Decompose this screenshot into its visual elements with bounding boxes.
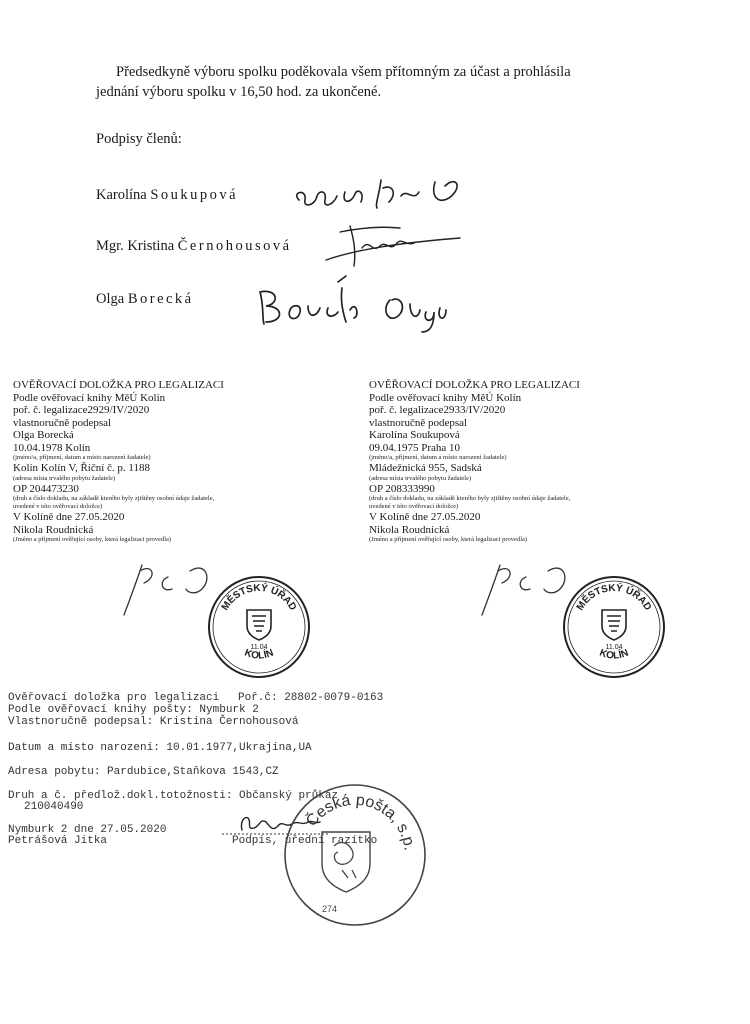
postal-book: Podle ověřovací knihy pošty: Nymburk 2: [8, 704, 259, 716]
stamp-code: 11.04: [605, 644, 623, 651]
coat-of-arms-icon: [247, 610, 271, 640]
clause-title: OVĚŘOVACÍ DOLOŽKA PRO LEGALIZACI: [13, 379, 224, 391]
clause-signed: vlastnoručně podepsal: [13, 416, 112, 429]
closing-line-2: jednání výboru spolku v 16,50 hod. za ukončené.: [96, 84, 382, 100]
legalization-clause-right: [369, 379, 699, 544]
clause-book: Podle ověřovací knihy MěÚ Kolín: [13, 391, 166, 404]
city-office-stamp-right: [561, 574, 667, 680]
signature-soukupova: [285, 172, 475, 222]
clause-note-officer: (Jméno a příjmení ověřující osoby, která legalizaci provedla): [369, 536, 528, 543]
clause-signed: vlastnoručně podepsal: [369, 416, 468, 429]
clause-birth: 09.04.1975 Praha 10: [369, 441, 461, 454]
clause-number: poř. č. legalizace2929/IV/2020: [13, 404, 150, 416]
clause-number: poř. č. legalizace2933/IV/2020: [369, 404, 506, 416]
clause-officer: Nikola Roudnická: [369, 523, 450, 536]
postal-document-label: Druh a č. předlož.dokl.totožnosti: Občanský průkaz: [8, 790, 339, 802]
postal-stamp: [282, 782, 428, 928]
closing-paragraph: [96, 62, 656, 102]
city-office-stamp-left: [206, 574, 312, 680]
signature-borecka: [250, 270, 450, 340]
clause-name: Karolína Soukupová: [369, 429, 460, 441]
clause-place-date: V Kolíně dne 27.05.2020: [13, 511, 125, 523]
postal-officer: Petrášová Jitka: [8, 835, 108, 847]
clause-note-document: (druh a číslo dokladu, na základě kterého byly zjištěny osobní údaje žadatele,: [13, 495, 215, 502]
member-last-name: Borecká: [127, 291, 194, 307]
signature-cernohousova: [320, 218, 470, 278]
member-last-name: Soukupová: [150, 187, 239, 203]
clause-officer: Nikola Roudnická: [13, 523, 94, 536]
postal-birth: Datum a místo narození: 10.01.1977,Ukrajina,UA: [8, 742, 312, 754]
postal-stamp-code: 274: [322, 904, 338, 914]
coat-of-arms-icon: [602, 610, 626, 640]
clause-note-document: (druh a číslo dokladu, na základě kterého byly zjištěny osobní údaje žadatele,: [369, 495, 571, 502]
postal-signed: Vlastnoručně podepsal: Kristina Černohousová: [8, 716, 299, 728]
clause-birth: 10.04.1978 Kolín: [13, 441, 91, 454]
member-cernohousova: [96, 238, 292, 255]
postal-place-date: Nymburk 2 dne 27.05.2020: [8, 824, 167, 836]
postal-stamp-text: Česká pošta, s.p.: [303, 791, 418, 852]
member-last-name: Černohousová: [177, 238, 292, 254]
clause-note-name: (jméno/a, příjmení, datum a místo narození žadatele): [369, 454, 507, 461]
clause-document: OP 208333990: [369, 482, 435, 495]
stamp-top-text: MĚSTSKÝ ÚŘAD: [574, 582, 654, 613]
postal-document-number: 210040490: [24, 801, 84, 813]
postal-address: Adresa pobytu: Pardubice,Staňkova 1543,CZ: [8, 766, 279, 778]
clause-address: Mládežnická 955, Sadská: [369, 462, 482, 474]
member-first-name: Mgr. Kristina: [96, 238, 175, 254]
legalization-clause-left: [13, 379, 343, 544]
clause-place-date: V Kolíně dne 27.05.2020: [369, 511, 481, 523]
clause-note-name: (jméno/a, příjmení, datum a místo narození žadatele): [13, 454, 151, 461]
member-borecka: [96, 291, 194, 308]
clause-note-officer: (Jméno a příjmení ověřující osoby, která legalizaci provedla): [13, 536, 172, 543]
clause-book: Podle ověřovací knihy MěÚ Kolín: [369, 391, 522, 404]
clause-note-document-2: uvedené v této ověřovací doložce): [13, 503, 103, 510]
stamp-bottom-text: KOLÍN: [597, 647, 631, 662]
clause-document: OP 204473230: [13, 482, 79, 495]
clause-address: Kolín Kolín V, Říční č. p. 1188: [13, 462, 150, 474]
stamp-top-text: MĚSTSKÝ ÚŘAD: [219, 582, 299, 613]
postal-title: Ověřovací doložka pro legalizaci: [8, 692, 220, 704]
member-first-name: Karolína: [96, 187, 147, 203]
member-soukupova: [96, 187, 238, 204]
lion-emblem-icon: [322, 832, 370, 892]
clause-note-address: (adresa místa trvalého pobytu žadatele): [369, 474, 472, 482]
signatures-heading: Podpisy členů:: [96, 131, 182, 147]
clause-note-document-2: uvedené v této ověřovací doložce): [369, 503, 459, 510]
member-first-name: Olga: [96, 291, 125, 307]
postal-sign-label: Podpis, úřední razítko: [232, 835, 378, 847]
stamp-bottom-text: KOLÍN: [242, 647, 276, 662]
clause-title: OVĚŘOVACÍ DOLOŽKA PRO LEGALIZACI: [369, 379, 580, 391]
closing-line-1: Předsedkyně výboru spolku poděkovala všem přítomným za účast a prohlásila: [116, 64, 571, 80]
clause-note-address: (adresa místa trvalého pobytu žadatele): [13, 474, 116, 482]
clause-name: Olga Borecká: [13, 429, 74, 441]
stamp-code: 11.04: [250, 644, 268, 651]
postal-ref: Poř.č: 28802-0079-0163: [238, 692, 384, 704]
